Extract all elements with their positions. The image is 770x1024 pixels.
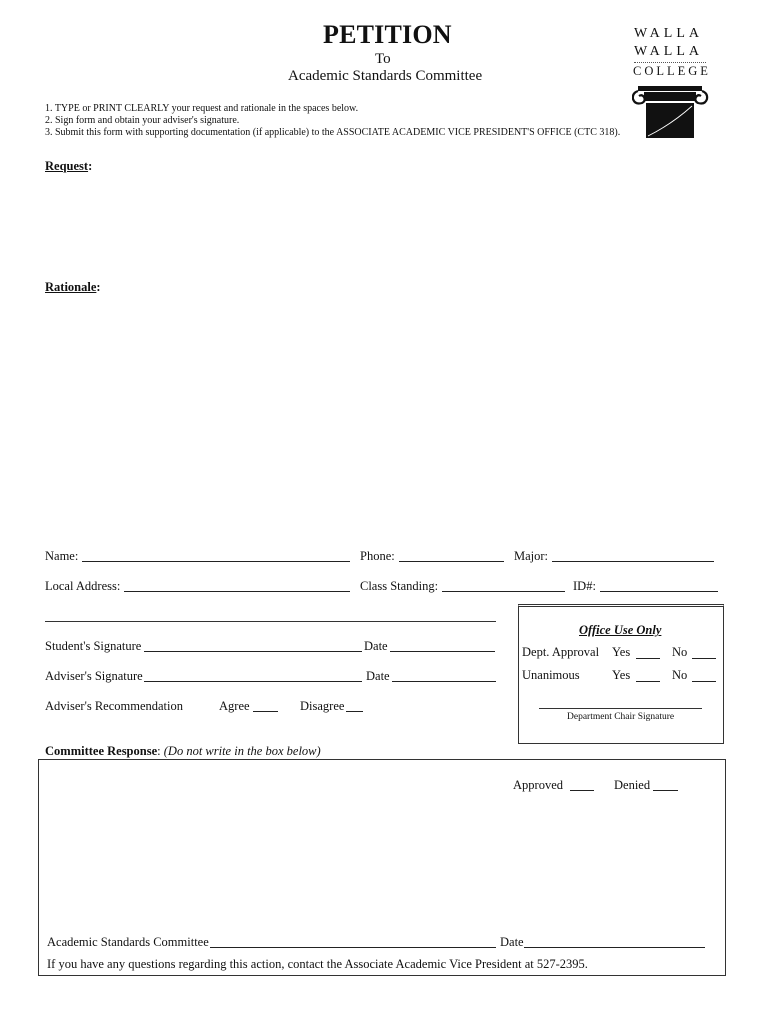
- committee-response-heading: [45, 744, 321, 759]
- approved-label: Approved: [513, 778, 563, 792]
- approved-field[interactable]: [570, 778, 594, 791]
- name-label: Name:: [45, 549, 79, 563]
- denied-label: Denied: [614, 778, 651, 792]
- committee-response-note: (Do not write in the box below): [163, 744, 321, 758]
- committee-response-colon: :: [157, 744, 161, 758]
- rationale-heading-colon: :: [96, 280, 101, 294]
- major-field[interactable]: [552, 549, 714, 562]
- rationale-heading-text: Rationale: [45, 280, 97, 294]
- office-use-heading: Office Use Only: [579, 623, 662, 637]
- signature-divider: [45, 621, 496, 622]
- instruction-1: 1. TYPE or PRINT CLEARLY your request and rationale in the spaces below.: [45, 103, 359, 114]
- logo-text-line1: WALLA: [634, 26, 703, 41]
- unanimous-no-field[interactable]: [692, 669, 716, 682]
- instruction-3: 3. Submit this form with supporting documentation (if applicable) to the ASSOCIATE ACADEMIC VICE PRESIDENT'S OFFICE (CTC 318).: [45, 127, 621, 138]
- unanimous-yes-field[interactable]: [636, 669, 660, 682]
- chair-signature-line[interactable]: [539, 708, 702, 709]
- adviser-date-label: Date: [366, 669, 390, 683]
- student-date-label: Date: [364, 639, 388, 653]
- committee-subtitle: Academic Standards Committee: [288, 68, 483, 84]
- major-label: Major:: [514, 549, 549, 563]
- dept-approval-label: Dept. Approval: [522, 645, 600, 659]
- chair-signature-label: Department Chair Signature: [567, 712, 675, 722]
- column-capital-icon: [632, 84, 710, 140]
- logo-divider: [634, 62, 706, 63]
- unanimous-label: Unanimous: [522, 668, 580, 682]
- title-to: To: [375, 51, 391, 67]
- agree-field[interactable]: [253, 699, 278, 712]
- id-label: ID#:: [573, 579, 596, 593]
- request-area[interactable]: [45, 180, 725, 275]
- adviser-recommendation-label: Adviser's Recommendation: [45, 699, 183, 713]
- disagree-label: Disagree: [300, 699, 345, 713]
- instruction-2: 2. Sign form and obtain your adviser's signature.: [45, 115, 240, 126]
- college-logo: [632, 26, 712, 140]
- rationale-area[interactable]: [45, 300, 725, 535]
- agree-label: Agree: [219, 699, 250, 713]
- request-heading: [45, 159, 92, 174]
- unanimous-yes-label: Yes: [612, 668, 631, 682]
- local-address-field[interactable]: [124, 579, 350, 592]
- name-field[interactable]: [82, 549, 350, 562]
- class-standing-field[interactable]: [442, 579, 565, 592]
- dept-approval-yes-field[interactable]: [636, 646, 660, 659]
- logo-text-line2: WALLA: [634, 44, 703, 59]
- local-address-label: Local Address:: [45, 579, 121, 593]
- dept-approval-no-field[interactable]: [692, 646, 716, 659]
- logo-text-line3: COLLEGE: [633, 64, 711, 78]
- committee-response-label: Committee Response: [45, 744, 158, 758]
- class-standing-label: Class Standing:: [360, 579, 439, 593]
- dept-approval-no-label: No: [672, 645, 688, 659]
- id-field[interactable]: [600, 579, 718, 592]
- asc-date-field[interactable]: [524, 935, 705, 948]
- student-signature-label: Student's Signature: [45, 639, 142, 653]
- adviser-signature-field[interactable]: [144, 669, 362, 682]
- denied-field[interactable]: [653, 778, 678, 791]
- office-use-box: [518, 604, 724, 744]
- request-heading-text: Request: [45, 159, 89, 173]
- dept-approval-yes-label: Yes: [612, 645, 631, 659]
- contact-note: If you have any questions regarding this action, contact the Associate Academic Vice President at 527-2395.: [47, 957, 588, 971]
- adviser-date-field[interactable]: [392, 669, 496, 682]
- asc-signature-field[interactable]: [210, 935, 496, 948]
- disagree-field[interactable]: [346, 699, 363, 712]
- adviser-signature-label: Adviser's Signature: [45, 669, 143, 683]
- asc-signature-label: Academic Standards Committee: [47, 935, 209, 949]
- request-heading-colon: :: [88, 159, 93, 173]
- committee-response-box: [38, 759, 726, 976]
- unanimous-no-label: No: [672, 668, 688, 682]
- asc-date-label: Date: [500, 935, 524, 949]
- phone-label: Phone:: [360, 549, 395, 563]
- student-signature-field[interactable]: [144, 639, 362, 652]
- phone-field[interactable]: [399, 549, 504, 562]
- student-date-field[interactable]: [390, 639, 495, 652]
- page-title: PETITION: [323, 20, 452, 49]
- rationale-heading: [45, 280, 101, 295]
